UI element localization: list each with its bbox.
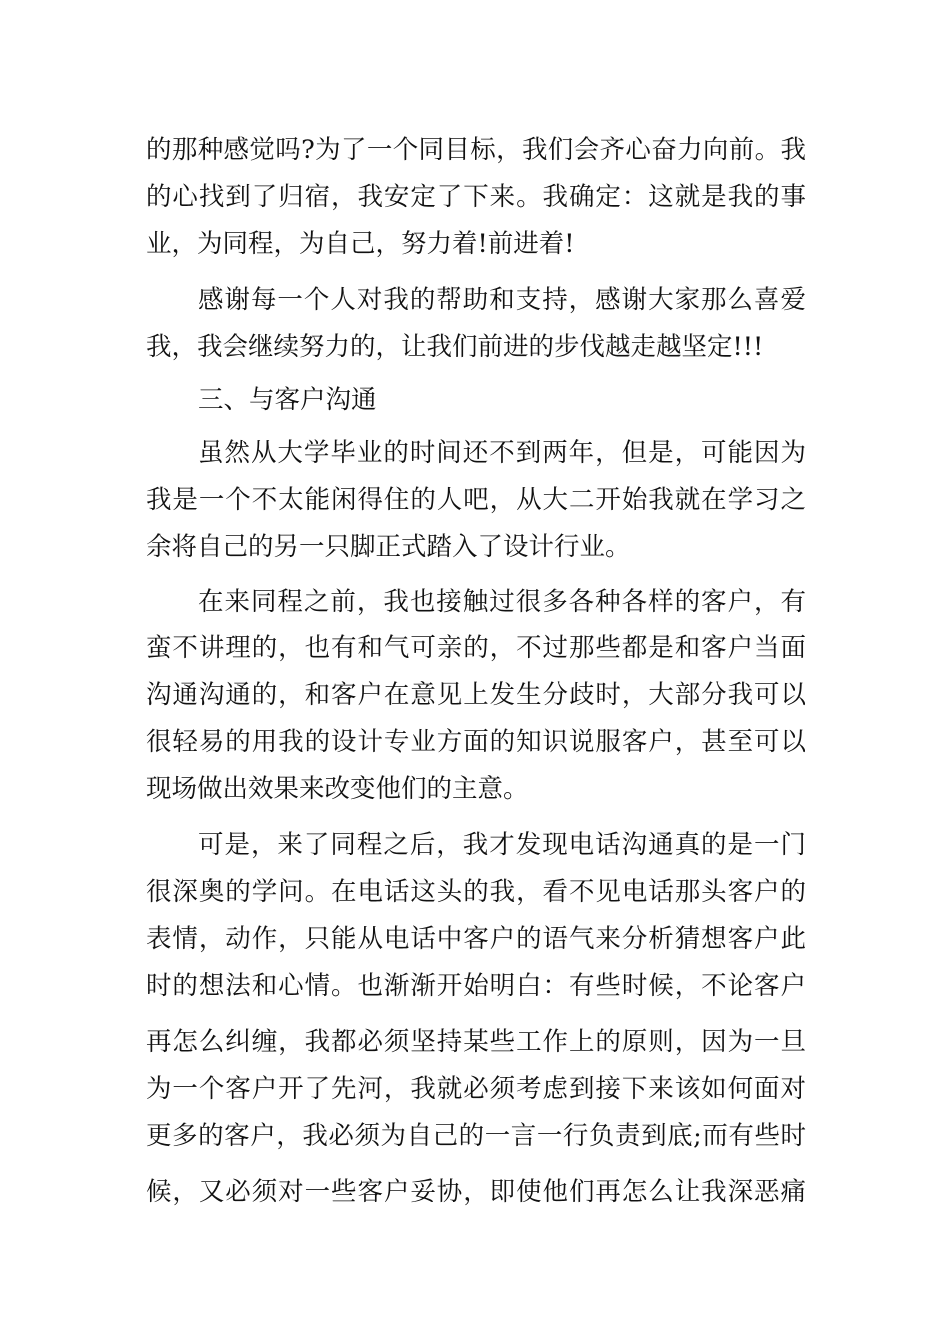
section-heading: 三、与客户沟通 — [198, 385, 377, 415]
body-text-line: 现场做出效果来改变他们的主意。 — [146, 774, 529, 804]
body-text-line: 我，我会继续努力的，让我们前进的步伐越走越坚定!!! — [146, 332, 764, 362]
body-text-line: 很深奥的学问。在电话这头的我，看不见电话那头客户的 — [146, 877, 806, 907]
body-text-line: 虽然从大学毕业的时间还不到两年，但是，可能因为 — [198, 438, 806, 468]
body-text-line: 候，又必须对一些客户妥协，即使他们再怎么让我深恶痛 — [146, 1177, 806, 1207]
body-text-line: 在来同程之前，我也接触过很多各种各样的客户，有 — [198, 587, 806, 617]
body-text-line: 更多的客户，我必须为自己的一言一行负责到底;而有些时 — [146, 1121, 806, 1151]
body-text-line: 余将自己的另一只脚正式踏入了设计行业。 — [146, 532, 631, 562]
body-text-line: 的那种感觉吗?为了一个同目标，我们会齐心奋力向前。我 — [146, 135, 806, 165]
body-text-line: 我是一个不太能闲得住的人吧，从大二开始我就在学习之 — [146, 485, 806, 515]
body-text-line: 再怎么纠缠，我都必须坚持某些工作上的原则，因为一旦 — [146, 1027, 806, 1057]
body-text-line: 蛮不讲理的，也有和气可亲的，不过那些都是和客户当面 — [146, 633, 806, 663]
body-text-line: 时的想法和心情。也渐渐开始明白：有些时候，不论客户 — [146, 971, 806, 1001]
body-text-line: 可是，来了同程之后，我才发现电话沟通真的是一门 — [198, 830, 806, 860]
body-text-line: 感谢每一个人对我的帮助和支持，感谢大家那么喜爱 — [198, 285, 806, 315]
body-text-line: 很轻易的用我的设计专业方面的知识说服客户，甚至可以 — [146, 727, 806, 757]
body-text-line: 沟通沟通的，和客户在意见上发生分歧时，大部分我可以 — [146, 680, 806, 710]
body-text-line: 的心找到了归宿，我安定了下来。我确定：这就是我的事 — [146, 182, 806, 212]
body-text-line: 为一个客户开了先河，我就必须考虑到接下来该如何面对 — [146, 1074, 806, 1104]
body-text-line: 业，为同程，为自己，努力着!前进着! — [146, 229, 575, 259]
body-text-line: 表情，动作，只能从电话中客户的语气来分析猜想客户此 — [146, 924, 806, 954]
